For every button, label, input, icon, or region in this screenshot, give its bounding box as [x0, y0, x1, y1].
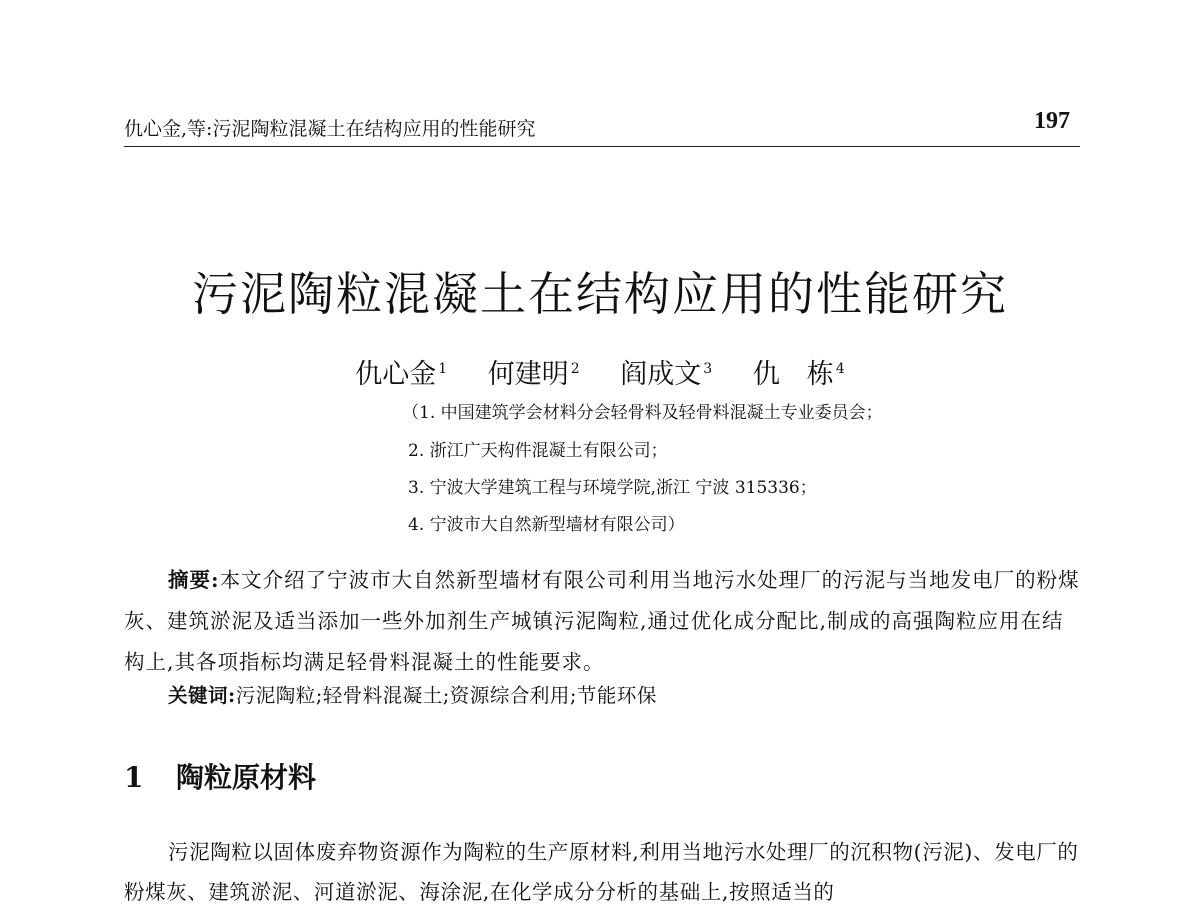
section-heading: [124, 756, 316, 796]
keywords-text: 污泥陶粒;轻骨料混凝土;资源综合利用;节能环保: [235, 684, 657, 707]
author-3: [620, 352, 712, 391]
author-4: [753, 352, 845, 391]
abstract: [124, 560, 1080, 683]
affiliation-1: （1. 中国建筑学会材料分会轻骨料及轻骨料混凝土专业委员会；: [402, 403, 883, 423]
author-1: [355, 352, 447, 391]
author-name: 阎成文: [620, 359, 702, 390]
section-title: 陶粒原材料: [176, 761, 317, 794]
author-affil-mark: 4: [835, 361, 845, 377]
author-affil-mark: 1: [438, 361, 448, 377]
header-rule: [124, 146, 1080, 147]
paper-title: 污泥陶粒混凝土在结构应用的性能研究: [192, 267, 1008, 321]
keywords-label: 关键词:: [168, 684, 236, 707]
author-affil-mark: 3: [703, 361, 713, 377]
running-head: 仇心金,等:污泥陶粒混凝土在结构应用的性能研究: [124, 118, 536, 140]
section-number: 1: [124, 761, 144, 794]
author-2: [488, 352, 580, 391]
author-name: 仇 栋: [752, 359, 834, 390]
body-paragraph: 污泥陶粒以固体废弃物资源作为陶粒的生产原材料,利用当地污水处理厂的沉积物(污泥)、发电厂的粉煤灰、建筑淤泥、河道淤泥、海涂泥,在化学成分分析的基础上,按照适当的: [124, 840, 1079, 904]
author-affil-mark: 2: [570, 361, 580, 377]
affiliation-4: 4. 宁波市大自然新型墙材有限公司）: [408, 515, 685, 535]
abstract-text: 本文介绍了宁波市大自然新型墙材有限公司利用当地污水处理厂的污泥与当地发电厂的粉煤灰、建筑淤泥及适当添加一些外加剂生产城镇污泥陶粒,通过优化成分配比,制成的高强陶粒应用在结构上,其各项指标均满足轻骨料混凝土的性能要求。: [124, 568, 1080, 674]
affiliation-3: 3. 宁波大学建筑工程与环境学院,浙江 宁波 315336；: [408, 478, 817, 498]
abstract-label: 摘要:: [168, 568, 220, 592]
affiliation-2: 2. 浙江广天构件混凝土有限公司；: [408, 441, 668, 461]
author-name: 仇心金: [355, 359, 437, 390]
keywords: [168, 680, 657, 708]
author-list: [0, 352, 1200, 391]
author-name: 何建明: [487, 359, 569, 390]
page-number: 197: [1034, 108, 1070, 134]
